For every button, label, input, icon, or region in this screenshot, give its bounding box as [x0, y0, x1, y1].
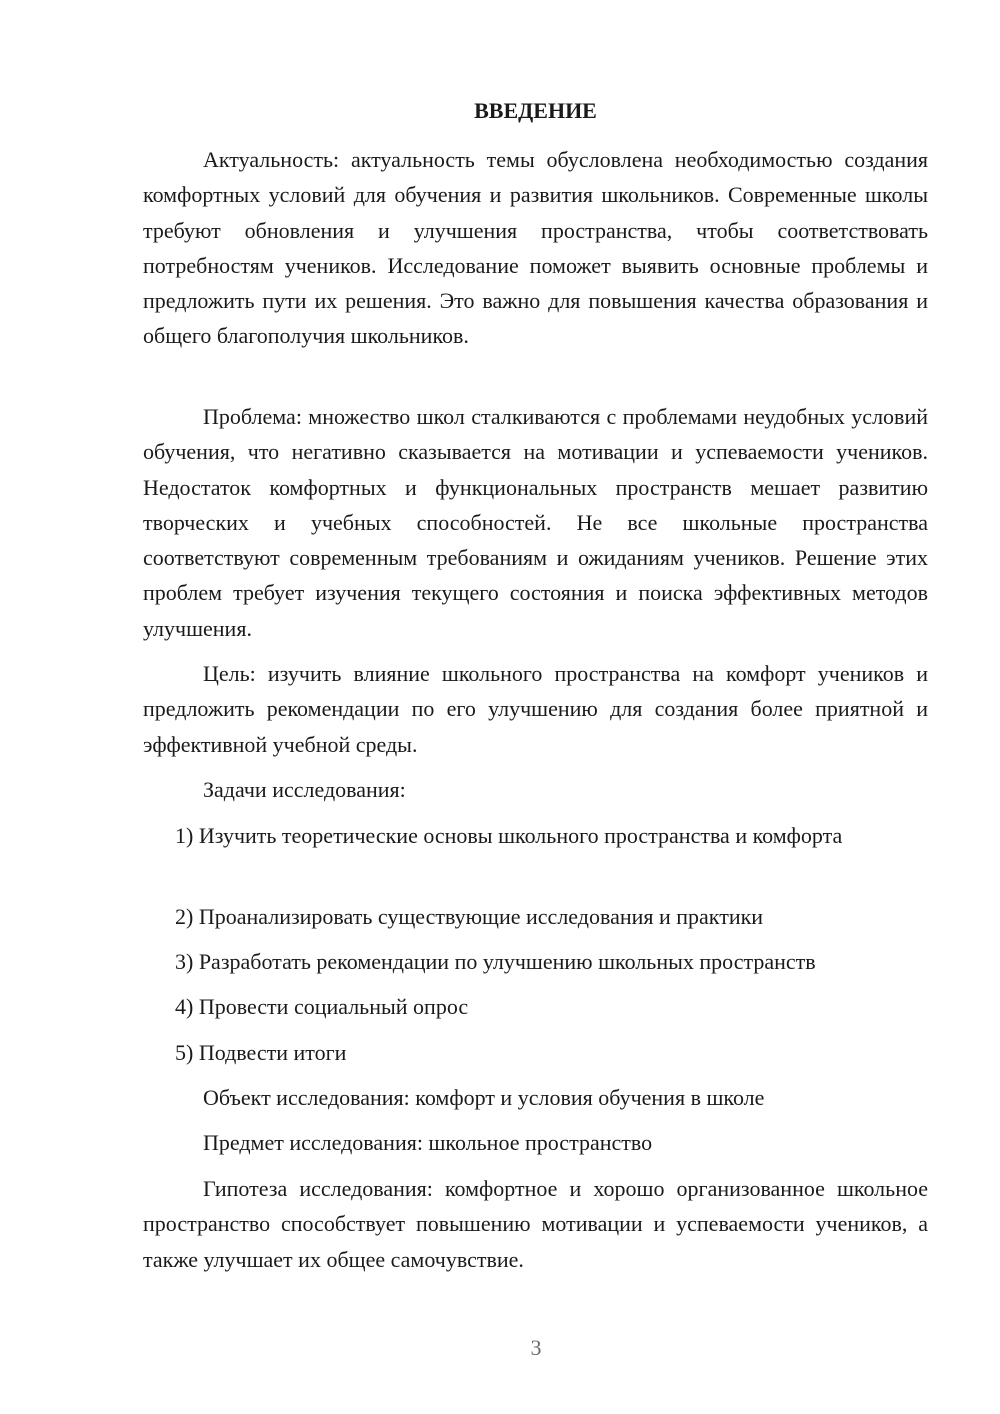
- section-title: ВВЕДЕНИЕ: [474, 98, 597, 123]
- tasks-heading: Задачи исследования:: [203, 777, 406, 802]
- paragraph-goal: Цель: изучить влияние школьного пространства на комфорт учеников и предложить рекомендации по его улучшению для создания более приятной и эффективной учебной среды.: [143, 661, 928, 757]
- task-item-2: 2) Проанализировать существующие исследования и практики: [175, 904, 764, 929]
- task-item-5: 5) Подвести итоги: [175, 1040, 347, 1065]
- paragraph-relevance: Актуальность: актуальность темы обусловлена необходимостью создания комфортных условий для обучения и развития школьников. Современные школы требуют обновления и улучшения пространства, чтобы соответствовать потребностям учеников. Исследование поможет выявить основные проблемы и предложить пути их решения. Это важно для повышения качества образования и общего благополучия школьников.: [143, 147, 928, 349]
- page-number: 3: [530, 1335, 542, 1360]
- task-item-1: 1) Изучить теоретические основы школьного пространства и комфорта: [175, 823, 843, 848]
- paragraph-subject: Предмет исследования: школьное пространство: [203, 1130, 653, 1155]
- paragraph-object: Объект исследования: комфорт и условия обучения в школе: [203, 1085, 765, 1110]
- task-item-3: 3) Разработать рекомендации по улучшению школьных пространств: [175, 949, 816, 974]
- paragraph-hypothesis: Гипотеза исследования: комфортное и хорошо организованное школьное пространство способствует повышению мотивации и успеваемости учеников, а также улучшает их общее самочувствие.: [143, 1176, 928, 1272]
- paragraph-problem: Проблема: множество школ сталкиваются с проблемами неудобных условий обучения, что негативно сказывается на мотивации и успеваемости учеников. Недостаток комфортных и функциональных пространств мешает развитию творческих и учебных способностей. Не все школьные пространства соответствуют современным требованиям и ожиданиям учеников. Решение этих проблем требует изучения текущего состояния и поиска эффективных методов улучшения.: [143, 404, 928, 641]
- task-item-4: 4) Провести социальный опрос: [175, 994, 469, 1019]
